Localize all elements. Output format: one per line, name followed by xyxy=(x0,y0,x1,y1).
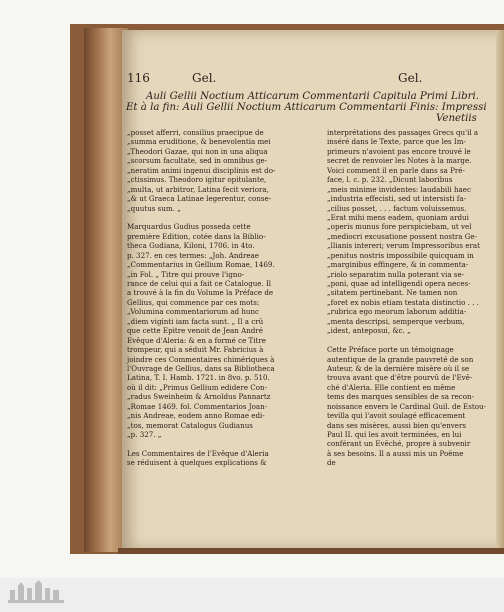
text-line: „neratim animi ingenui disciplinis est do- xyxy=(127,165,276,175)
library-building-logo xyxy=(6,580,66,610)
text-line: face, l. c. p. 232. „Dicunt laboribus xyxy=(327,175,453,185)
text-line: „poni, quae ad intelligendi opera neces- xyxy=(327,279,471,288)
left-column xyxy=(127,128,275,468)
text-line: se réduisent à quelques explications & xyxy=(127,458,267,468)
text-line: ché d'Aleria. Elle contient en même xyxy=(327,382,456,392)
text-line: Paul II. qui les avoit terminées, en lui xyxy=(327,430,462,439)
text-line: Evêque d'Aleria: & en a formé ce Titre xyxy=(127,335,266,345)
text-line: dans ses misères, aussi bien qu'envers xyxy=(327,420,467,430)
title-line-2: Et à la fin: Auli Gellii Noctium Atticarum Commentarii Finis: Impressi xyxy=(126,102,487,113)
text-line: tems des marques sensibles de sa recon- xyxy=(327,392,474,402)
text-line: „sitatem pertinebant. Ne tamen non xyxy=(327,288,458,298)
text-line: secret de renvoier les Notes à la marge. xyxy=(327,156,472,166)
text-line: „in Fol. „ Titre qui prouve l'igno- xyxy=(127,269,245,279)
running-head-left: Gel. xyxy=(192,71,217,85)
text-line: interprétations des passages Grecs qu'il a xyxy=(327,128,479,137)
page-edge xyxy=(496,30,504,550)
text-line: „tos, memorat Catalogus Gudianus xyxy=(127,420,253,430)
text-line: „Commentarius in Gellium Romae, 1469. xyxy=(127,260,275,270)
text-line: „radus Sweinheim & Arnoldus Pannartz xyxy=(127,392,271,402)
text-line: „nis Andreae, eodem anno Romae edi- xyxy=(127,411,265,421)
text-line: Les Commentaires de l'Evêque d'Aleria xyxy=(127,448,269,458)
right-column xyxy=(327,128,486,468)
text-line: l'Ouvrage de Gellius, dans sa Bibliotheca xyxy=(127,363,275,373)
text-line: „posset afferri, consilius praecipue de xyxy=(127,128,264,137)
cover-bottom-edge xyxy=(118,548,504,554)
text-line: Auteur, & de la dernière misère où il se xyxy=(327,363,470,373)
text-line: noissance envers le Cardinal Guil. de Estou- xyxy=(327,401,486,411)
text-line xyxy=(127,213,275,222)
text-line: „rubrica ego meorum laborum additia- xyxy=(327,307,467,317)
text-line xyxy=(327,336,486,345)
text-line: que cette Epitre venoit de Jean André xyxy=(127,326,263,336)
text-line: „Theodori Gazae, qui non in una aliqua xyxy=(127,146,268,156)
text-line: de xyxy=(327,458,336,468)
text-line: „riolo separatim nulla poterant via se- xyxy=(327,269,465,279)
text-line: tevilla qui l'avoit soulagé efficacement xyxy=(327,411,466,421)
text-line: „summa eruditione, & benevolentia mei xyxy=(127,137,271,147)
text-line: trompeur, qui a séduit Mr. Fabricius à xyxy=(127,345,264,355)
text-line: primeurs n'avoient pas encore trouvé le xyxy=(327,146,471,156)
text-line: „idest, anteposui, &c. „ xyxy=(327,326,411,336)
text-line: autentique de la grande pauvreté de son xyxy=(327,354,474,364)
text-line: „operis munus fore perspiciebam, ut vel xyxy=(327,222,472,232)
footer-bar xyxy=(0,578,504,612)
running-head-right: Gel. xyxy=(398,71,423,85)
text-line: Voici comment il en parle dans sa Pré- xyxy=(327,165,465,175)
text-line: Latina, T. I. Hamb. 1721. in 8vo. p. 510. xyxy=(127,373,270,383)
text-line: „foret ex nobis etiam testata distinctio . . . xyxy=(327,297,479,307)
title-line-1: Auli Gellii Noctium Atticarum Commentarii Capitula Primi Libri. xyxy=(146,91,479,102)
text-line: theca Gudiana, Kiloni, 1706. in 4to. xyxy=(127,241,255,251)
text-line: première Edition, cotée dans la Biblio- xyxy=(127,231,266,241)
text-line: „scorsum facultate, sed in omnibus ge- xyxy=(127,156,268,166)
text-line: à ses besoins. Il a aussi mis un Poëme xyxy=(327,448,464,458)
text-line: Gellius, qui commence par ces mots: xyxy=(127,297,260,307)
page-number: 116 xyxy=(127,71,150,85)
text-line: a trouvé à la fin du Volume la Préface de xyxy=(127,288,274,298)
text-line: „Volumina commentariorum ad hunc xyxy=(127,307,260,317)
text-line: „Erat mihi mens eadem, quoniam ardui xyxy=(327,212,469,222)
text-line: „cilius posset, . . . factum voluissemus. xyxy=(327,203,467,213)
text-line: rance de celui qui a fait ce Catalogue. Il xyxy=(127,279,272,288)
text-line: inséré dans le Texte, parce que les Im- xyxy=(327,137,466,147)
text-line: „marginibus effingere, & in commenta- xyxy=(327,260,469,270)
text-line: „ctissimus. Theodoro igitur opitulante, xyxy=(127,175,267,185)
text-line: „Romae 1469. fol. Commentarios Joan- xyxy=(127,401,268,411)
text-line: joindre ces Commentaires chimériques à xyxy=(127,354,275,364)
text-line: „industria effecisti, sed ut intersisti fa- xyxy=(327,194,466,204)
text-line: „diem viginti iam facta sunt. „ Il a crû xyxy=(127,316,264,326)
text-line: Cette Préface porte un témoignage xyxy=(327,345,454,355)
text-line: p. 327. en ces termes: „Joh. Andreae xyxy=(127,250,259,260)
text-line xyxy=(127,439,275,448)
text-line: où il dit: „Primus Gellium edidere Con- xyxy=(127,382,267,392)
text-line: Marquardus Gudius posseda cette xyxy=(127,222,251,232)
text-line: „penitus nostris impossibile quicquam in xyxy=(327,250,474,260)
text-line: „llianis intereri; verum Impressoribus erat xyxy=(327,241,480,251)
text-line: „meis minime invidentes: laudabili haec xyxy=(327,184,471,194)
text-line: „mediocri excusatione possent nostra Ge- xyxy=(327,231,478,241)
text-line: „p. 327. „ xyxy=(127,430,162,439)
text-line: trouva avant que d'être pourvû de l'Evê- xyxy=(327,373,473,383)
text-line: „quutus sum. „ xyxy=(127,203,181,213)
title-line-3: Venetiis xyxy=(436,113,477,124)
text-line: „& ut Graeca Latinae legerentur, conse- xyxy=(127,194,272,204)
text-line: „menta descripsi, semperque verbum, xyxy=(327,316,465,326)
text-line: „multa, ut arbitror, Latina fecit veriora, xyxy=(127,184,269,194)
text-line: conférant un Evêché, propre à subvenir xyxy=(327,439,471,449)
